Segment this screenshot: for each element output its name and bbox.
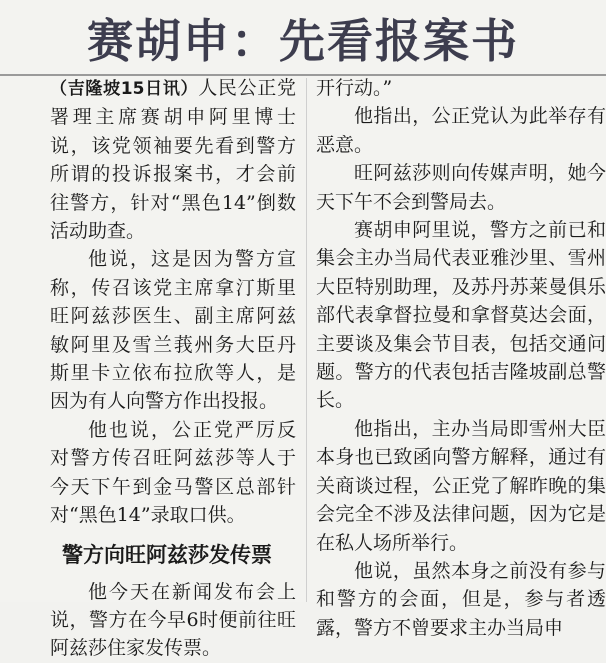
column-divider: [306, 78, 307, 602]
article-paragraph: 他指出，主办当局即雪州大臣本身也已致函向警方解释，通过有关商谈过程，公正党了解昨晚的集会完全不涉及法律问题，因为它是在私人场所举行。: [316, 417, 606, 554]
dateline: （吉隆坡15日讯）: [50, 79, 199, 99]
lead-text: 人民公正党署理主席赛胡申阿里博士说，该党领袖要先看到警方所谓的投诉报案书，才会前往警方，针对“黑色14”倒数活动助查。: [50, 77, 296, 243]
headline: 赛胡申：先看报案书: [87, 14, 519, 68]
continued-text: 开行动。”: [316, 77, 393, 99]
article-paragraph: 他说，这是因为警方宣称，传召该党主席拿汀斯里旺阿兹莎医生、副主席阿兹敏阿里及雪兰莪州务大臣丹斯里卡立依布拉欣等人，是因为有人向警方作出投报。: [50, 248, 296, 413]
article-paragraph: 他也说，公正党严厉反对警方传召旺阿兹莎等人于今天下午到金马警区总部针对“黑色14”录取口供。: [50, 418, 296, 527]
article-paragraph: 赛胡申阿里说，警方之前已和集会主办当局代表亚雅沙里、雪州大臣特别助理，及苏丹苏莱曼俱乐部代表拿督拉曼和拿督莫达会面，主要谈及集会节目表，包括交通问题。警方的代表包括吉隆坡副总警长。: [316, 219, 606, 412]
article-paragraph: 他今天在新闻发布会上说，警方在今早6时便前往旺阿兹莎住家发传票。: [50, 580, 296, 660]
subheading: 警方向旺阿兹莎发传票: [62, 542, 272, 567]
article-paragraph: 旺阿兹莎则向传媒声明，她今天下午不会到警局去。: [316, 162, 606, 213]
left-column: [50, 74, 296, 660]
article-paragraph: 他说，虽然本身之前没有参与和警方的会面，但是，参与者透露，警方不曾要求主办当局申: [316, 559, 606, 639]
right-column: [316, 74, 606, 639]
article-paragraph: 他指出，公正党认为此举存有恶意。: [316, 105, 606, 156]
article-paragraph: [50, 74, 296, 245]
